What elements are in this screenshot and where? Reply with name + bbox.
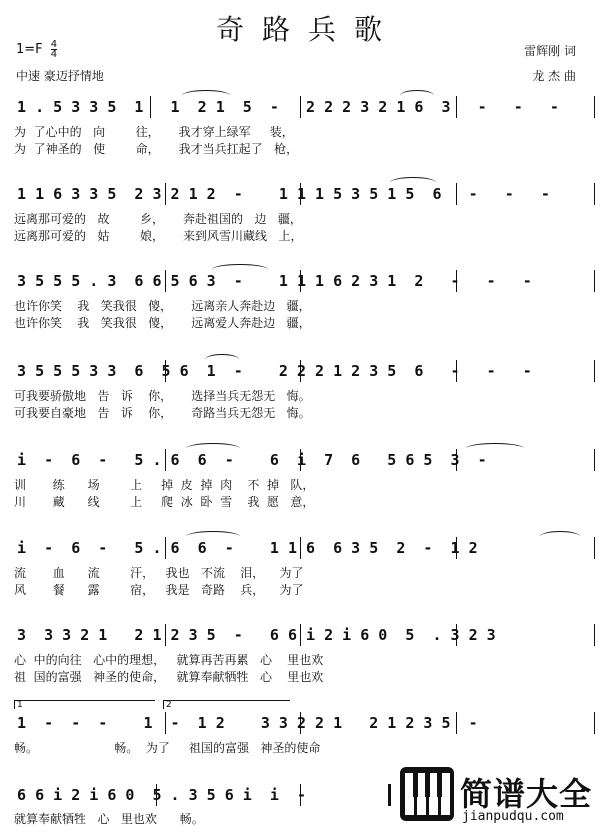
bar-line: [300, 96, 301, 118]
lyric-line-2: 远离那可爱的 姑 娘， 来到风雪川藏线 上，: [14, 229, 303, 243]
bar-line: [456, 712, 457, 734]
notation-line: i - 6 - 5 . 6 6 - 6 i 7 6 5 6 5 3 -: [8, 451, 487, 469]
bar-line: [165, 270, 166, 292]
slur-mark: [205, 354, 239, 365]
bar-line: [456, 270, 457, 292]
bar-line: [300, 784, 301, 806]
slur-mark: [400, 90, 434, 101]
bar-line: [594, 96, 595, 118]
music-system: [8, 183, 608, 205]
lyric-line-1: 远离那可爱的 故 乡， 奔赴祖国的 边 疆，: [14, 212, 302, 226]
watermark-url: jianpudqu.com: [462, 809, 564, 824]
lyric-line-2: 为 了神圣的 使 命， 我才当兵扛起了 枪，: [14, 142, 299, 156]
time-bottom: 4: [50, 49, 58, 60]
music-system: [8, 712, 608, 734]
key-signature: [16, 40, 57, 59]
music-system: [8, 360, 608, 382]
music-system: [8, 537, 608, 559]
bar-line: [165, 183, 166, 205]
composer-credit: 龙 杰 曲: [532, 69, 576, 83]
music-system: [8, 270, 608, 292]
notation-line: i - 6 - 5 . 6 6 - 1 1 6 6 3 5 2 - 1 2: [8, 539, 478, 557]
notation-line: 6 6 i 2 i 6 0 5 . 3 5 6 i i -: [8, 786, 307, 804]
bar-line: [456, 449, 457, 471]
slur-mark: [390, 177, 436, 188]
music-system: [8, 96, 608, 118]
watermark-brand: 简谱大全: [460, 775, 593, 813]
lyric-line-2: 川 藏 线 上 爬 冰 卧 雪 我 愿 意，: [14, 495, 315, 509]
song-title: 奇路兵歌: [215, 13, 400, 46]
bar-line: [594, 183, 595, 205]
notation-line: 3 3 3 2 1 2 1 2 3 5 - 6 6 i 2 i 6 0 5 . 3 2 3: [8, 626, 496, 644]
bar-line: [300, 624, 301, 646]
bar-line: [594, 270, 595, 292]
bar-line: [165, 537, 166, 559]
bar-line: [594, 360, 595, 382]
bar-line: [300, 183, 301, 205]
bar-line: [165, 360, 166, 382]
bar-line: [300, 360, 301, 382]
bar-line: [150, 96, 151, 118]
slur-mark: [466, 443, 524, 454]
slur-mark: [186, 531, 240, 542]
notation-line: 3 5 5 5 3 3 6 5 6 1 - 2 2 2 1 2 3 5 6 - - -: [8, 362, 532, 380]
bar-line: [456, 537, 457, 559]
first-ending-bracket: 1: [14, 700, 155, 709]
lyric-line-1: 也许你笑 我 笑我很 傻， 远离亲人奔赴边 疆，: [14, 299, 311, 313]
bar-line: [456, 624, 457, 646]
lyric-line-2: 祖 国的富强 神圣的使命， 就算奉献牺牲 心 里也欢: [14, 670, 324, 684]
second-ending-bracket: 2: [163, 700, 290, 709]
bar-line: [156, 784, 157, 806]
bar-line: [165, 712, 166, 734]
bar-line: [300, 537, 301, 559]
lyric-line-1: 就算奉献牺牲 心 里也欢 畅。: [14, 812, 204, 826]
bar-line: [388, 784, 391, 806]
bar-line: [165, 624, 166, 646]
time-top: 4: [50, 39, 58, 50]
lyricist-credit: 雷辉刚 词: [524, 44, 576, 58]
bar-line: [300, 270, 301, 292]
music-system: [8, 624, 608, 646]
bar-line: [165, 449, 166, 471]
lyric-line-2: 也许你笑 我 笑我很 傻， 远离爱人奔赴边 疆，: [14, 316, 311, 330]
lyric-line-1: 心 中的向往 心中的理想， 就算再苦再累 心 里也欢: [14, 653, 324, 667]
slur-mark: [212, 264, 268, 275]
lyric-line-2: 可我要自豪地 告 诉 你， 奇路当兵无怨无 悔。: [14, 406, 311, 420]
lyric-line-2: 风 餐 露 宿， 我是 奇路 兵， 为了: [14, 583, 304, 597]
slur-mark: [186, 443, 240, 454]
lyric-line-1: 为 了心中的 向 往， 我才穿上绿军 装，: [14, 125, 294, 139]
slur-mark: [540, 531, 580, 542]
bar-line: [456, 183, 457, 205]
piano-keys-icon: [400, 767, 454, 821]
lyric-line-1: 训 练 场 上 掉 皮 掉 肉 不 掉 队，: [14, 478, 315, 492]
bar-line: [300, 712, 301, 734]
notation-line: 1 - - - 1 - 1 2 3 3 2 2 1 2 1 2 3 5 -: [8, 714, 478, 732]
key-label: 1=F: [16, 42, 43, 57]
notation-line: 1 . 5 3 3 5 1 1 2 1 5 - 2 2 2 3 2 1 6 3 - - -: [8, 98, 559, 116]
bar-line: [456, 360, 457, 382]
lyric-line-1: 流 血 流 汗， 我也 不流 泪， 为了: [14, 566, 304, 580]
notation-line: 1 1 6 3 3 5 2 3 2 1 2 - 1 1 1 5 3 5 1 5 6 - - -: [8, 185, 550, 203]
bar-line: [594, 712, 595, 734]
bar-line: [300, 449, 301, 471]
bar-line: [594, 624, 595, 646]
bar-line: [594, 537, 595, 559]
slur-mark: [182, 90, 230, 101]
lyric-line-1: 可我要骄傲地 告 诉 你， 选择当兵无怨无 悔。: [14, 389, 311, 403]
bar-line: [594, 449, 595, 471]
lyric-line-1: 畅。 畅。 为了 祖国的富强 神圣的使命: [14, 741, 321, 755]
notation-line: 3 5 5 5 . 3 6 6 5 6 3 - 1 1 1 6 2 3 1 2 - - -: [8, 272, 532, 290]
tempo-marking: 中速 豪迈抒情地: [16, 69, 104, 83]
bar-line: [456, 96, 457, 118]
site-watermark: [400, 767, 612, 829]
time-signature: [51, 40, 57, 59]
